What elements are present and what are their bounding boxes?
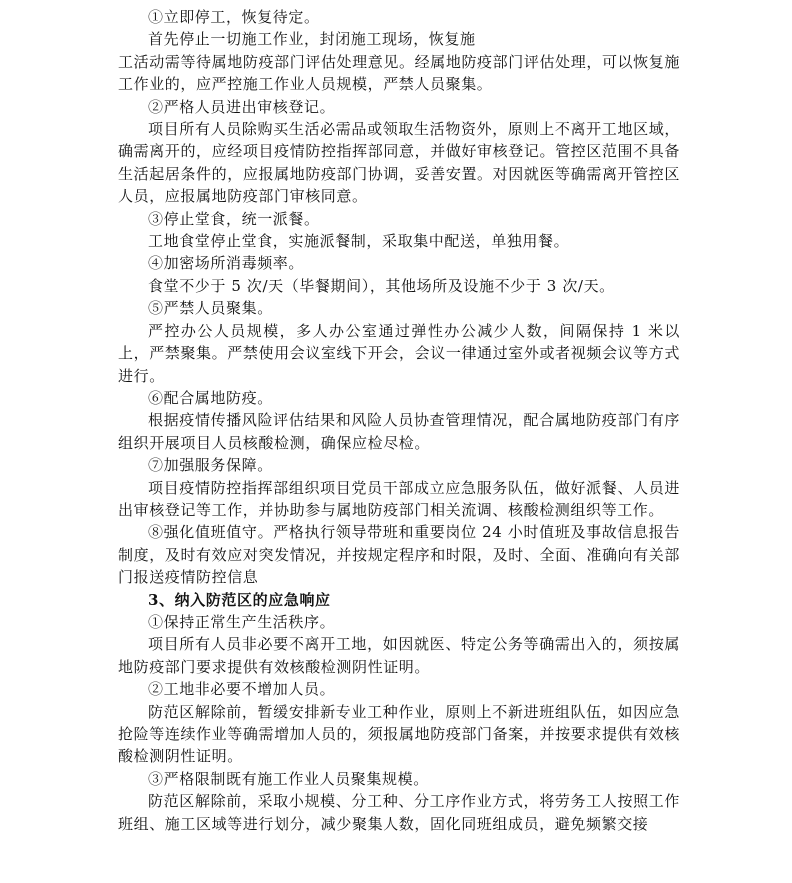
paragraph: 食堂不少于 5 次/天（毕餐期间），其他场所及设施不少于 3 次/天。: [148, 276, 615, 295]
paragraph: ①立即停工，恢复待定。: [148, 8, 320, 26]
paragraph: ⑧强化值班值守。严格执行领导带班和重要岗位 24 小时值班及事故信息报告制度，及时有效应对突发情况，并按规定程序和时限，及时、全面、准确向有关部门报送疫情防控信息: [118, 523, 680, 587]
paragraph: 工地食堂停止堂食，实施派餐制，采取集中配送，单独用餐。: [148, 232, 570, 251]
paragraph: 项目所有人员非必要不离开工地，如因就医、特定公务等确需出入的，须按属地防疫部门要求提供有效核酸检测阴性证明。: [118, 635, 680, 676]
section-heading: 3、纳入防范区的应急响应: [148, 590, 331, 609]
paragraph: 根据疫情传播风险评估结果和风险人员协查管理情况，配合属地防疫部门有序组织开展项目人员核酸检测，确保应检尽检。: [118, 411, 680, 452]
paragraph: ②严格人员进出审核登记。: [148, 97, 336, 116]
paragraph: ①保持正常生产生活秩序。: [148, 612, 336, 631]
paragraph: ③停止堂食，统一派餐。: [148, 209, 320, 228]
paragraph: 工活动需等待属地防疫部门评估处理意见。经属地防疫部门评估处理，可以恢复施工作业的，应严控施工作业人员规模，严禁人员聚集。: [118, 52, 680, 94]
paragraph: 项目疫情防控指挥部组织项目党员干部成立应急服务队伍，做好派餐、人员进出审核登记等工作，并协助参与属地防疫部门相关流调、核酸检测组织等工作。: [118, 478, 680, 519]
paragraph: 严控办公人员规模，多人办公室通过弹性办公减少人数，间隔保持 1 米以上，严禁聚集。严禁使用会议室线下开会，会议一律通过室外或者视频会议等方式进行。: [118, 321, 680, 385]
paragraph: ④加密场所消毒频率。: [148, 254, 305, 273]
paragraph: 首先停止一切施工作业，封闭施工现场，恢复施: [148, 30, 476, 49]
paragraph: ⑦加强服务保障。: [148, 456, 273, 475]
paragraph: ③严格限制既有施工作业人员聚集规模。: [148, 769, 429, 788]
paragraph: 防范区解除前，采取小规模、分工种、分工序作业方式，将劳务工人按照工作班组、施工区域等进行划分，减少聚集人数，固化同班组成员，避免频繁交接: [118, 792, 680, 833]
paragraph: ⑥配合属地防疫。: [148, 388, 273, 407]
paragraph: 防范区解除前，暂缓安排新专业工种作业，原则上不新进班组队伍，如因应急抢险等连续作业等确需增加人员的，须报属地防疫部门备案，并按要求提供有效核酸检测阴性证明。: [118, 702, 680, 766]
document-body: [118, 6, 680, 835]
paragraph: ②工地非必要不增加人员。: [148, 680, 336, 699]
paragraph: 项目所有人员除购买生活必需品或领取生活物资外，原则上不离开工地区域，确需离开的，应经项目疫情防控指挥部同意，并做好审核登记。管控区范围不具备生活起居条件的，应报属地防疫部门协调，妥善安置。对因就医等确需离开管控区人员，应报属地防疫部门审核同意。: [118, 120, 680, 206]
paragraph: ⑤严禁人员聚集。: [148, 299, 273, 318]
